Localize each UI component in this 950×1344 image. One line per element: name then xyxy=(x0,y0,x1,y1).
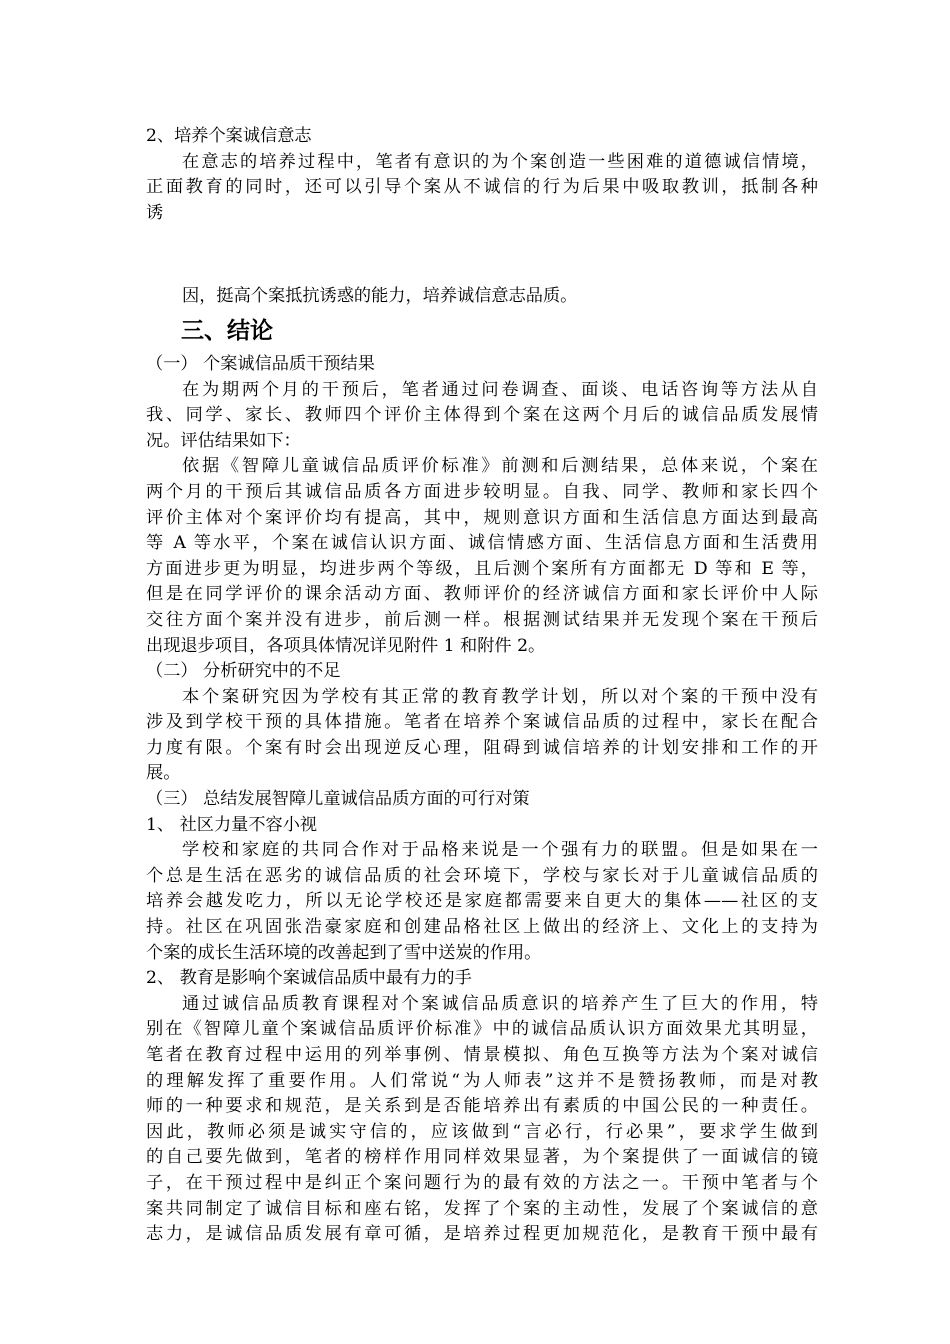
paragraph-line: 因，挺高个案抵抗诱惑的能力，培养诚信意志品质。 xyxy=(182,286,578,307)
page-gap xyxy=(146,226,818,284)
paragraph-line: 交往方面个案并没有进步，前后测一样。根据测试结果并无发现个案在干预后 xyxy=(146,609,818,630)
paragraph-line: 况。评估结果如下： xyxy=(146,430,301,451)
section-heading-will: 2、培养个案诚信意志 xyxy=(146,126,312,146)
paragraph-line: 方面进步更为明显，均进步两个等级，且后测个案所有方面都无 D 等和 E 等， xyxy=(146,558,818,579)
paragraph-line: 学校和家庭的共同合作对于品格来说是一个强有力的联盟。但是如果在一 xyxy=(182,840,818,861)
paragraph-line: 因此，教师必须是诚实守信的，应该做到“言必行，行必果”，要求学生做到 xyxy=(146,1121,818,1142)
paragraph-line: 出现退步项目，各项具体情况详见附件 1 和附件 2。 xyxy=(146,635,546,656)
paragraph-line: 诱 xyxy=(146,202,164,223)
paragraph-line: 的自己要先做到，笔者的榜样作用同样效果显著，为个案提供了一面诚信的镜 xyxy=(146,1147,818,1168)
paragraph-line: 本个案研究因为学校有其正常的教育教学计划，所以对个案的干预中没有 xyxy=(182,686,818,707)
paragraph-line: 涉及到学校干预的具体措施。笔者在培养个案诚信品质的过程中，家长在配合 xyxy=(146,712,818,733)
paragraph-line: 案共同制定了诚信目标和座右铭，发挥了个案的主动性，发展了个案诚信的意 xyxy=(146,1198,818,1219)
paragraph-line: 的理解发挥了重要作用。人们常说“为人师表”这并不是赞扬教师，而是对教 xyxy=(146,1070,818,1091)
subsection-heading-shortcomings: （二） 分析研究中的不足 xyxy=(146,661,341,682)
paragraph-line: 等 A 等水平，个案在诚信认识方面、诚信情感方面、生活信息方面和生活费用 xyxy=(146,533,818,554)
paragraph-line: 个案的成长生活环境的改善起到了雪中送炭的作用。 xyxy=(146,942,542,963)
paragraph-line: 评价主体对个案评价均有提高，其中，规则意识方面和生活信息方面达到最高 xyxy=(146,507,818,528)
conclusion-title: 三、结论 xyxy=(181,317,273,344)
paragraph-line: 师的一种要求和规范，是关系到是否能培养出有素质的中国公民的一种责任。 xyxy=(146,1096,818,1117)
paragraph-line: 展。 xyxy=(146,763,181,784)
paragraph-line: 在为期两个月的干预后，笔者通过问卷调查、面谈、电话咨询等方法从自 xyxy=(182,379,818,400)
item-heading-education: 2、 教育是影响个案诚信品质中最有力的手 xyxy=(146,968,472,989)
subsection-heading-strategies: （三） 总结发展智障儿童诚信品质方面的可行对策 xyxy=(146,789,530,810)
paragraph-line: 持。社区在巩固张浩豪家庭和创建品格社区上做出的经济上、文化上的支持为 xyxy=(146,917,818,938)
paragraph-line: 通过诚信品质教育课程对个案诚信品质意识的培养产生了巨大的作用，特 xyxy=(182,993,818,1014)
paragraph-line: 两个月的干预后其诚信品质各方面进步较明显。自我、同学、教师和家长四个 xyxy=(146,481,818,502)
subsection-heading-results: （一） 个案诚信品质干预结果 xyxy=(146,353,375,374)
document-body xyxy=(146,124,818,1248)
paragraph-line: 笔者在教育过程中运用的列举事例、情景模拟、角色互换等方法为个案对诚信 xyxy=(146,1045,818,1065)
paragraph-line: 志力，是诚信品质发展有章可循，是培养过程更加规范化，是教育干预中最有 xyxy=(146,1224,818,1245)
paragraph-line: 我、同学、家长、教师四个评价主体得到个案在这两个月后的诚信品质发展情 xyxy=(146,405,818,426)
item-heading-community: 1、 社区力量不容小视 xyxy=(146,814,318,835)
paragraph-line: 正面教育的同时，还可以引导个案从不诚信的行为后果中吸取教训，抵制各种 xyxy=(146,177,818,198)
paragraph-line: 力度有限。个案有时会出现逆反心理，阻碍到诚信培养的计划安排和工作的开 xyxy=(146,737,818,758)
paragraph-line: 但是在同学评价的课余活动方面、教师评价的经济诚信方面和家长评价中人际 xyxy=(146,584,818,605)
paragraph-line: 别在《智障儿童个案诚信品质评价标准》中的诚信品质认识方面效果尤其明显， xyxy=(146,1019,818,1040)
paragraph-line: 依据《智障儿童诚信品质评价标准》前测和后测结果，总体来说，个案在 xyxy=(182,456,818,477)
paragraph-line: 在意志的培养过程中，笔者有意识的为个案创造一些困难的道德诚信情境， xyxy=(182,151,818,172)
paragraph-line: 培养会越发吃力，所以无论学校还是家庭都需要来自更大的集体——社区的支 xyxy=(146,891,818,912)
paragraph-line: 个总是生活在恶劣的诚信品质的社会环境下，学校与家长对于儿童诚信品质的 xyxy=(146,865,818,886)
paragraph-line: 子，在干预过程中是纠正个案问题行为的最有效的方法之一。干预中笔者与个 xyxy=(146,1172,818,1193)
